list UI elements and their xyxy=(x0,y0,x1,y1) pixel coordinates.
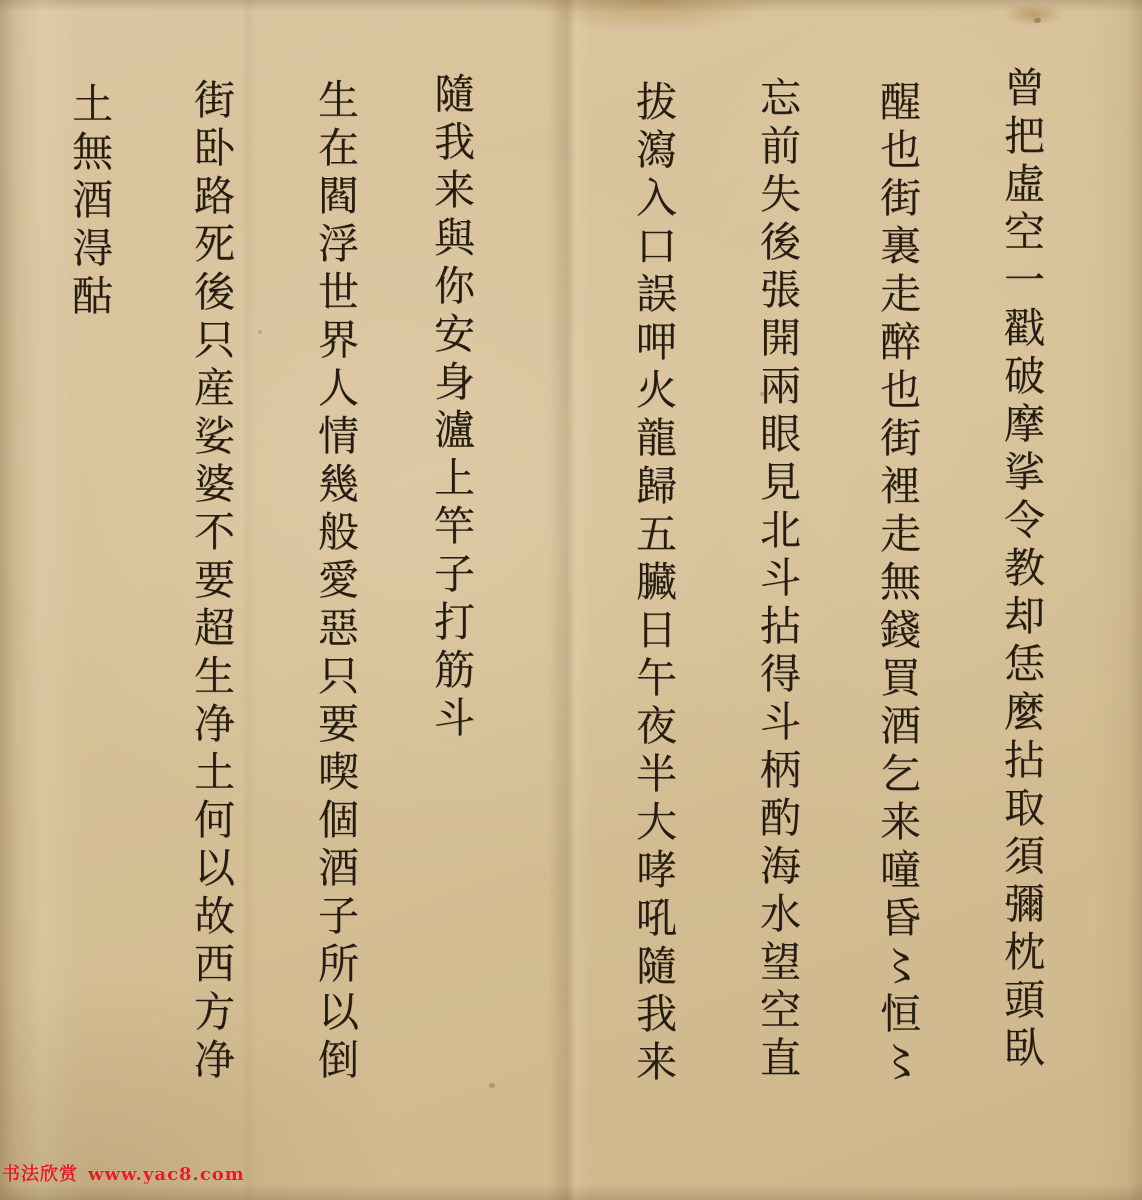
calligraphy-column-5: 隨我来與你安身瀘上竿子打筋斗 xyxy=(427,72,475,744)
paper-stain xyxy=(760,392,765,396)
calligraphy-column-6: 生在閻浮世界人情幾般愛惡只要喫個酒子所以倒 xyxy=(311,78,359,1086)
paper-stain xyxy=(1034,18,1041,23)
calligraphy-column-3: 忘前失後張開兩眼見北斗拈得斗柄酌海水望空直 xyxy=(753,76,801,1084)
site-watermark xyxy=(2,1160,245,1186)
calligraphy-column-4: 拔瀉入口誤呷火龍歸五臟日午夜半大哮吼隨我来 xyxy=(629,80,677,1088)
calligraphy-column-2: 醒也街裏走醉也街裡走無錢買酒乞来噇昏〻恒〻 xyxy=(873,80,921,1088)
watermark-site-name: 书法欣赏 xyxy=(2,1164,78,1185)
paper-stain xyxy=(258,330,262,334)
calligraphy-column-1: 曾把虛空一戳破摩挲令教却恁麼拈取須彌枕頭臥 xyxy=(997,66,1045,1074)
watermark-site-url: www.yac8.com xyxy=(88,1164,245,1185)
calligraphy-column-7: 街卧路死後只産娑婆不要超生净土何以故西方净 xyxy=(187,78,235,1086)
calligraphy-column-8: 土無酒淂酤 xyxy=(65,82,113,322)
paper-stain xyxy=(489,1083,495,1088)
